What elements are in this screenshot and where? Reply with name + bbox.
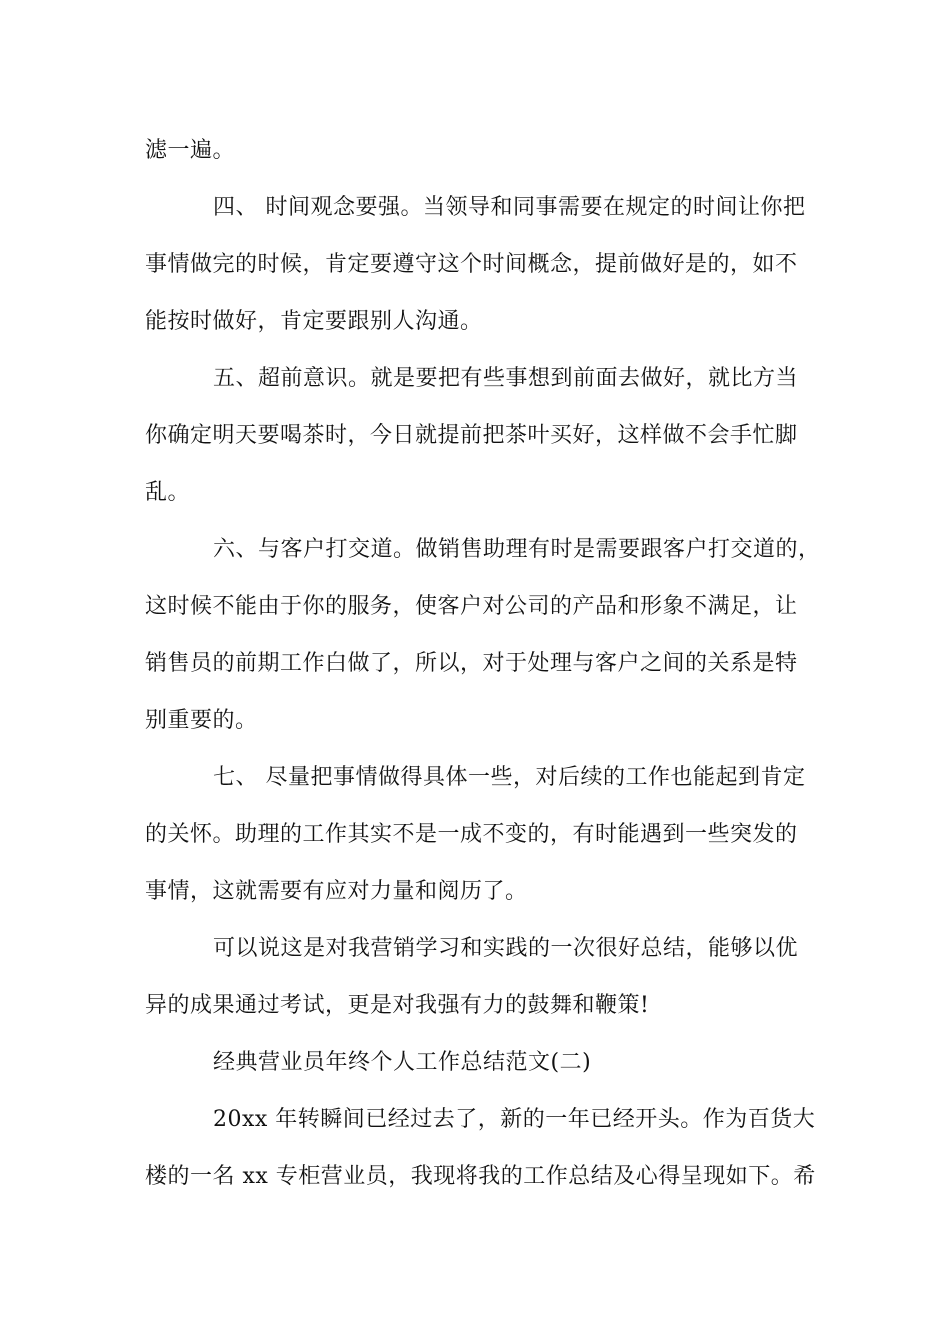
text-line: 别重要的。 bbox=[145, 708, 258, 733]
text-line: 四、 时间观念要强。当领导和同事需要在规定的时间让你把 bbox=[213, 195, 806, 220]
text-line: 滤一遍。 bbox=[145, 138, 236, 163]
text-line: 销售员的前期工作白做了，所以，对于处理与客户之间的关系是特 bbox=[145, 651, 798, 676]
text-line: 五、超前意识。就是要把有些事想到前面去做好，就比方当 bbox=[213, 366, 799, 391]
text-line: 事情，这就需要有应对力量和阅历了。 bbox=[145, 879, 528, 904]
document-body bbox=[145, 122, 821, 1205]
text-line: 乱。 bbox=[145, 480, 191, 505]
text-line: 可以说这是对我营销学习和实践的一次很好总结，能够以优 bbox=[213, 936, 799, 961]
text-line: 七、 尽量把事情做得具体一些，对后续的工作也能起到肯定 bbox=[213, 765, 806, 790]
text-line: 楼的一名 xx 专柜营业员，我现将我的工作总结及心得呈现如下。希 bbox=[145, 1164, 816, 1189]
text-line: 这时候不能由于你的服务，使客户对公司的产品和形象不满足，让 bbox=[145, 594, 798, 619]
text-line: 20xx 年转瞬间已经过去了，新的一年已经开头。作为百货大 bbox=[213, 1107, 816, 1132]
text-line: 你确定明天要喝茶时，今日就提前把茶叶买好，这样做不会手忙脚 bbox=[145, 423, 798, 448]
text-line: 异的成果通过考试，更是对我强有力的鼓舞和鞭策! bbox=[145, 993, 650, 1018]
section-heading: 经典营业员年终个人工作总结范文(二) bbox=[213, 1050, 592, 1075]
text-line: 的关怀。助理的工作其实不是一成不变的，有时能遇到一些突发的 bbox=[145, 822, 798, 847]
text-line: 六、与客户打交道。做销售助理有时是需要跟客户打交道的， bbox=[213, 537, 821, 562]
text-line: 能按时做好，肯定要跟别人沟通。 bbox=[145, 309, 483, 334]
text-line: 事情做完的时候，肯定要遵守这个时间概念，提前做好是的，如不 bbox=[145, 252, 798, 277]
